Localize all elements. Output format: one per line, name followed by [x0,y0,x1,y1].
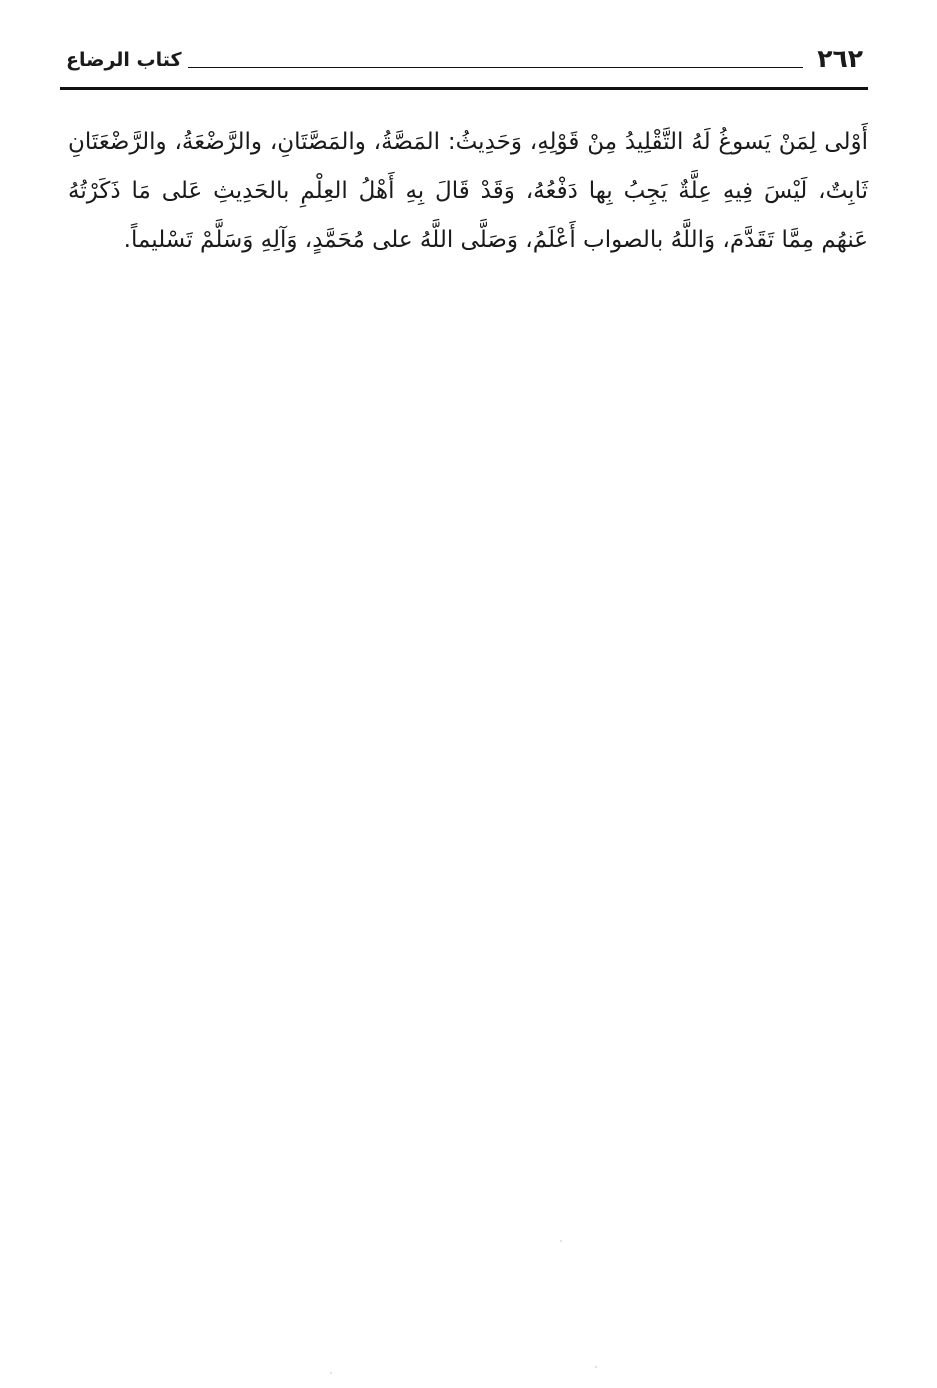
header-underline [188,67,803,68]
page-number: ٢٦٢ [817,44,863,73]
body-paragraph: أَوْلى لِمَنْ يَسوغُ لَهُ التَّقْلِيدُ مِنْ قَوْلِهِ، وَحَدِيثُ: المَصَّةُ، والمَصَّتَانِ، والرَّضْعَةُ، والرَّضْعَتَانِ ثَابِتٌ، لَيْسَ فِيهِ عِلَّةٌ يَجِبُ بِها دَفْعُهُ، وَقَدْ قَالَ بِهِ أَهْلُ العِلْمِ بالحَدِيثِ عَلى مَا ذَكَرْتُهُ عَنهُم مِمَّا تَقَدَّمَ، وَاللَّهُ بالصواب أَعْلَمُ، وَصَلَّى اللَّهُ على مُحَمَّدٍ، وَآلِهِ وَسَلَّمْ تَسْليماً. [68,129,868,253]
running-header [60,44,865,88]
scan-speck [330,1372,332,1374]
header-rule [60,87,868,90]
scan-speck [595,1366,597,1368]
scan-speck [560,1240,562,1242]
book-title: كتاب الرضاع [66,49,182,71]
